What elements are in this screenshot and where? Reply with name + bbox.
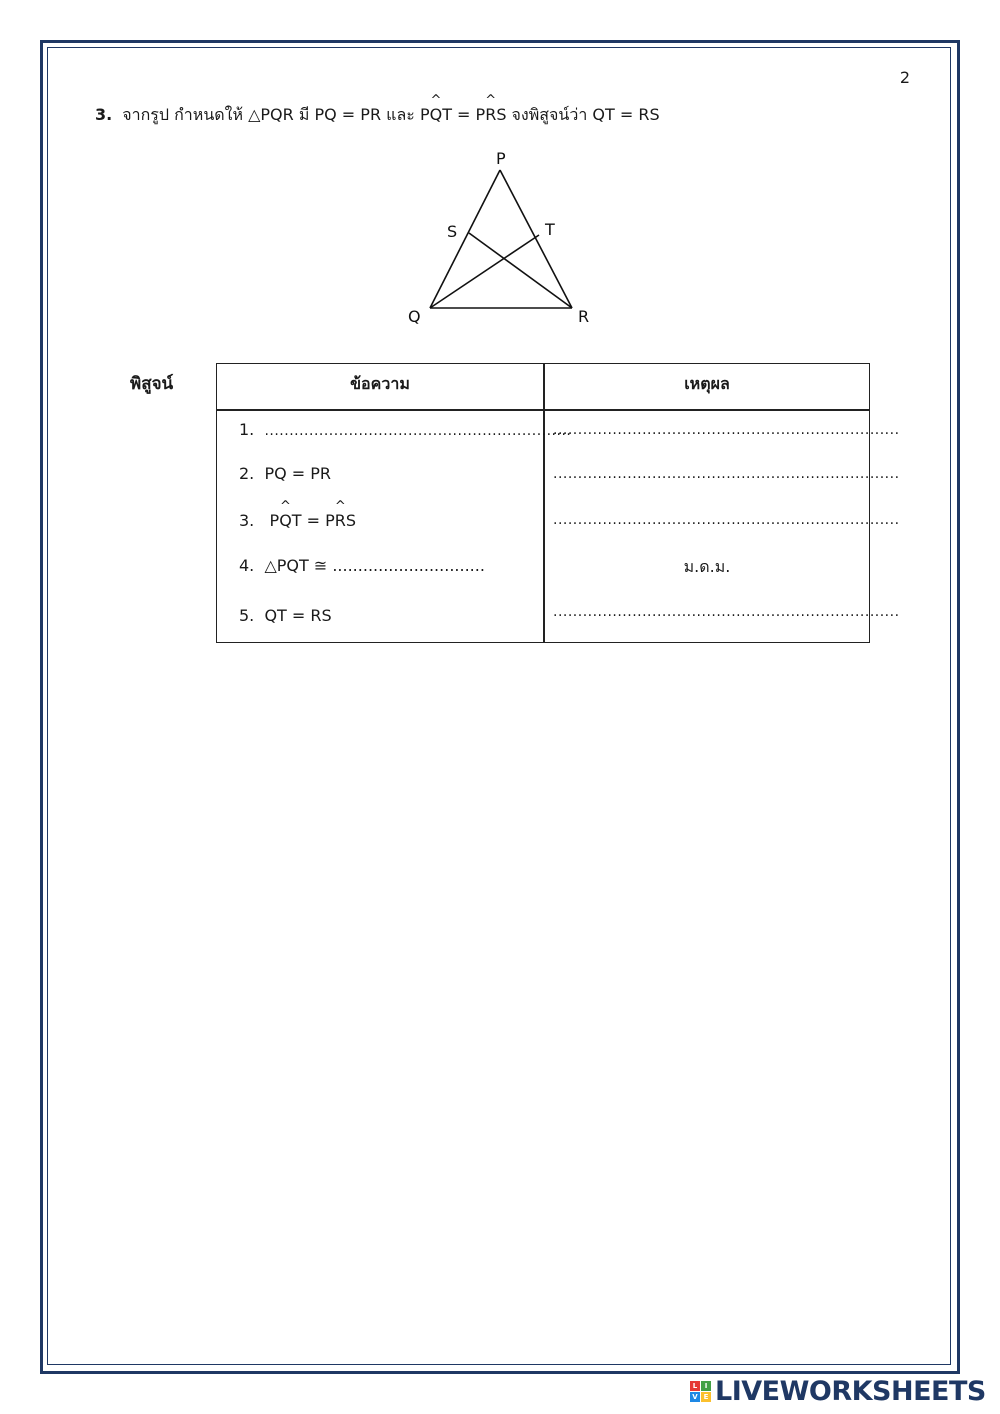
hat-letter-q: ^ Q	[430, 105, 443, 124]
row-1-reason[interactable]: ......................................................................	[553, 422, 900, 438]
logo-letter-i: I	[701, 1381, 711, 1391]
row-3-reason[interactable]: ......................................................................	[553, 512, 900, 528]
page-number: 2	[899, 68, 910, 87]
logo-mark-icon	[690, 1381, 711, 1402]
header-divider	[217, 409, 869, 411]
label-r: R	[578, 307, 590, 326]
row-4-reason: ม.ด.ม.	[683, 557, 731, 576]
segment-rs	[469, 233, 572, 308]
question-text	[95, 103, 660, 128]
row-3-hat-q: ^ Q	[279, 511, 292, 530]
side-pr	[500, 170, 572, 308]
row-3-statement: 3. P^ QT = P^ RS	[239, 511, 356, 530]
liveworksheets-logo	[690, 1374, 986, 1408]
row-2-reason[interactable]: ......................................................................	[553, 466, 900, 482]
question-part-3: S จงพิสูจน์ว่า QT = RS	[496, 105, 660, 124]
question-part-2: T = P	[442, 105, 486, 124]
question-number: 3.	[95, 105, 113, 124]
proof-table	[216, 363, 900, 643]
row-5-reason[interactable]: ......................................................................	[553, 604, 900, 620]
side-pq	[430, 170, 500, 308]
label-t: T	[545, 220, 555, 239]
logo-letter-l: L	[690, 1381, 700, 1391]
row-5-statement: 5. QT = RS	[239, 606, 332, 625]
header-reason: เหตุผล	[684, 374, 730, 393]
label-s: S	[447, 222, 458, 241]
hat-letter-r: ^ R	[485, 105, 496, 124]
proof-label: พิสูจน์	[130, 374, 174, 394]
column-divider	[543, 364, 545, 642]
logo-letter-v: V	[690, 1392, 700, 1402]
triangle-diagram	[400, 145, 600, 330]
row-3-hat-r: ^ R	[335, 511, 346, 530]
label-q: Q	[408, 307, 421, 326]
row-4-statement[interactable]: 4. △PQT ≅ ..............................	[239, 556, 485, 575]
label-p: P	[496, 149, 506, 168]
header-statement: ข้อความ	[350, 374, 410, 393]
row-1-statement[interactable]: 1. ..............................................................	[239, 420, 572, 439]
question-part-1: จากรูป กำหนดให้ △PQR มี PQ = PR และ P	[122, 105, 430, 124]
logo-text: LIVEWORKSHEETS	[715, 1375, 986, 1407]
row-2-statement: 2. PQ = PR	[239, 464, 332, 483]
logo-letter-e: E	[701, 1392, 711, 1402]
